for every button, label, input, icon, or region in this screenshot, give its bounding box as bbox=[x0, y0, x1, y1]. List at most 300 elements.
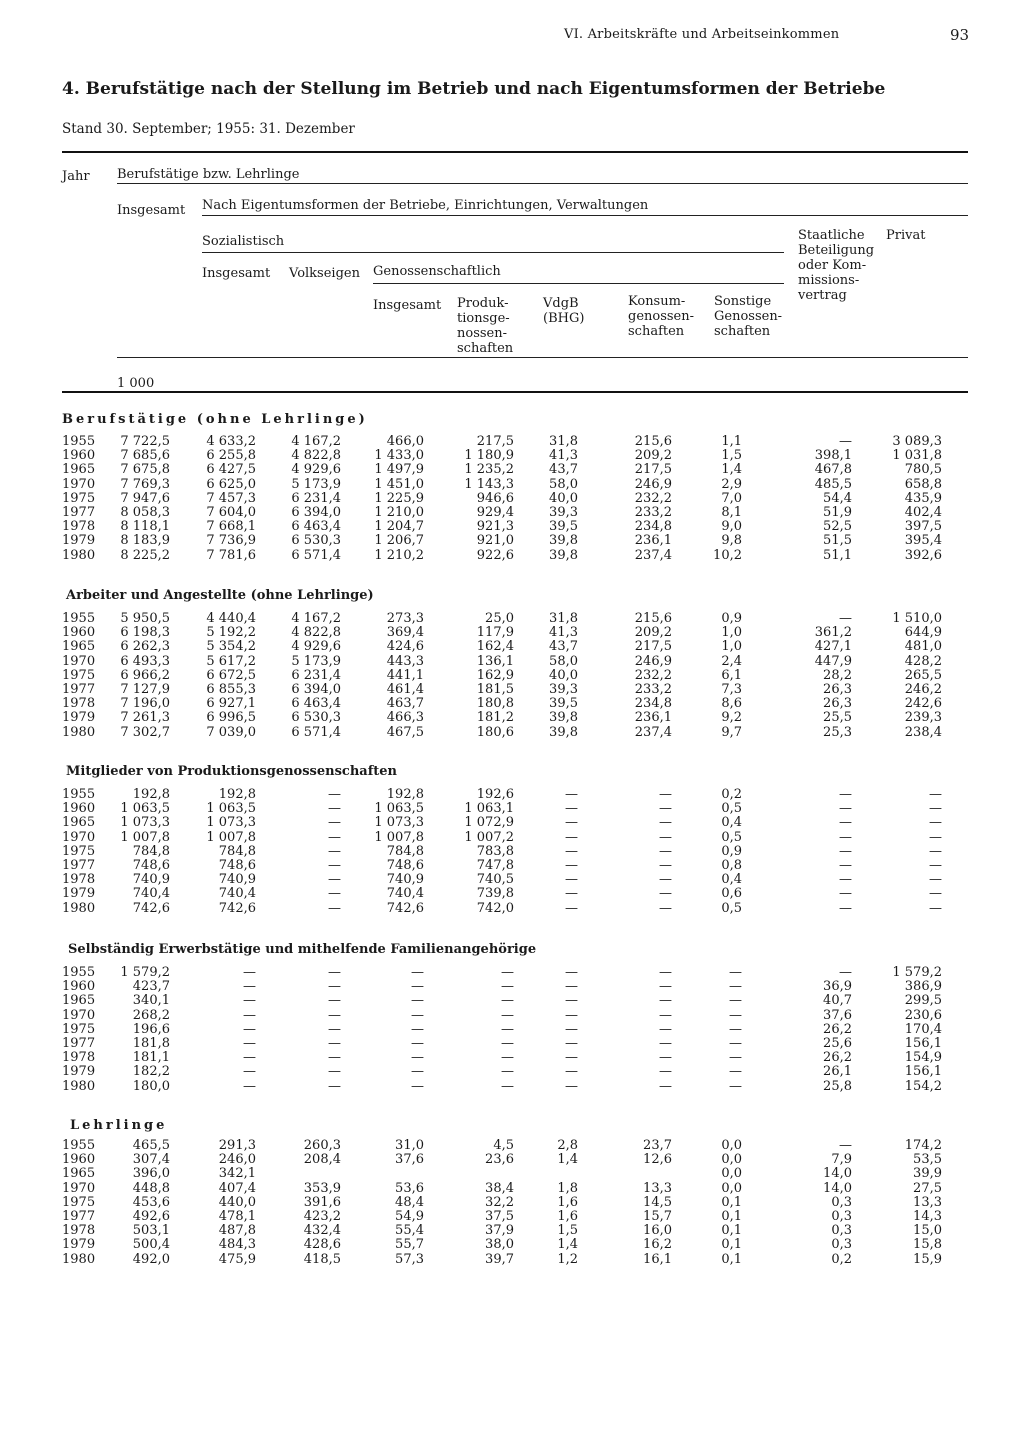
cell-volkseigen: 6 463,4 bbox=[291, 519, 341, 535]
cell-privat: 780,5 bbox=[904, 462, 942, 478]
table-row bbox=[0, 1065, 1024, 1079]
cell-sonstige-genossenschaften: 0,9 bbox=[721, 843, 742, 859]
cell-vdgb: — bbox=[565, 1007, 578, 1023]
cell-year: 1965 bbox=[62, 639, 96, 655]
table-row bbox=[0, 697, 1024, 711]
cell-sonstige-genossenschaften: 8,6 bbox=[721, 696, 742, 712]
cell-insgesamt: 7 675,8 bbox=[120, 462, 170, 478]
cell-insgesamt: 8 058,3 bbox=[120, 505, 170, 520]
cell-sonstige-genossenschaften: 0,1 bbox=[721, 1223, 742, 1239]
cell-konsumgenossenschaften: — bbox=[659, 1050, 672, 1066]
cell-staatliche-beteiligung: 0,3 bbox=[831, 1223, 852, 1239]
cell-sozialistisch-insgesamt: 5 192,2 bbox=[206, 625, 256, 641]
cell-konsumgenossenschaften: 237,4 bbox=[634, 724, 672, 740]
table-row bbox=[0, 1023, 1024, 1037]
cell-sozialistisch-insgesamt: — bbox=[243, 1064, 256, 1080]
section-title-lehrlinge: Lehrlinge bbox=[70, 1118, 168, 1133]
cell-staatliche-beteiligung: 467,8 bbox=[814, 462, 852, 478]
cell-staatliche-beteiligung: — bbox=[839, 858, 852, 873]
cell-insgesamt: 1 579,2 bbox=[120, 965, 170, 980]
section-title-arbeiter: Arbeiter und Angestellte (ohne Lehrlinge) bbox=[66, 588, 374, 603]
cell-genossenschaftlich-insgesamt: 748,6 bbox=[386, 858, 424, 873]
cell-produktionsgenossenschaften: 1 072,9 bbox=[464, 815, 514, 831]
cell-genossenschaftlich-insgesamt: 53,6 bbox=[395, 1180, 424, 1196]
cell-genossenschaftlich-insgesamt: 1 073,3 bbox=[374, 815, 424, 831]
cell-sonstige-genossenschaften: 10,2 bbox=[713, 547, 742, 563]
cell-sonstige-genossenschaften: 0,5 bbox=[721, 829, 742, 845]
cell-insgesamt: 7 685,6 bbox=[120, 448, 170, 464]
cell-genossenschaftlich-insgesamt: — bbox=[411, 1050, 424, 1066]
cell-produktionsgenossenschaften: 921,0 bbox=[476, 533, 514, 549]
cell-staatliche-beteiligung: 361,2 bbox=[814, 625, 852, 641]
cell-sonstige-genossenschaften: — bbox=[729, 993, 742, 1009]
header-line: Genossen- bbox=[714, 309, 783, 324]
cell-insgesamt: 8 225,2 bbox=[120, 547, 170, 563]
cell-sozialistisch-insgesamt: 440,0 bbox=[218, 1194, 256, 1210]
header-staatliche-beteiligung bbox=[798, 228, 874, 303]
cell-vdgb: 31,8 bbox=[549, 434, 578, 449]
header-sonstige-genossenschaften bbox=[714, 294, 782, 339]
cell-staatliche-beteiligung: 0,3 bbox=[831, 1209, 852, 1224]
cell-insgesamt: 7 196,0 bbox=[120, 696, 170, 712]
cell-vdgb: 39,5 bbox=[549, 519, 578, 535]
cell-konsumgenossenschaften: 23,7 bbox=[643, 1138, 672, 1153]
cell-genossenschaftlich-insgesamt: 463,7 bbox=[386, 696, 424, 712]
cell-sozialistisch-insgesamt: 478,1 bbox=[218, 1209, 256, 1224]
cell-vdgb: — bbox=[565, 858, 578, 873]
cell-staatliche-beteiligung: 0,3 bbox=[831, 1237, 852, 1253]
cell-vdgb: 1,8 bbox=[557, 1180, 578, 1196]
header-nach-eigentumsformen: Nach Eigentumsformen der Betriebe, Einrichtungen, Verwaltungen bbox=[202, 198, 649, 213]
cell-sonstige-genossenschaften: 9,8 bbox=[721, 533, 742, 549]
cell-privat: — bbox=[929, 829, 942, 845]
cell-volkseigen: — bbox=[328, 1064, 341, 1080]
cell-sozialistisch-insgesamt: — bbox=[243, 1036, 256, 1051]
table-row bbox=[0, 449, 1024, 463]
cell-konsumgenossenschaften: — bbox=[659, 787, 672, 802]
cell-sonstige-genossenschaften: 0,1 bbox=[721, 1237, 742, 1253]
cell-privat: 170,4 bbox=[904, 1021, 942, 1037]
cell-vdgb: — bbox=[565, 900, 578, 916]
cell-year: 1960 bbox=[62, 625, 96, 641]
header-line: VdgB bbox=[543, 296, 579, 311]
table-row bbox=[0, 612, 1024, 626]
cell-year: 1965 bbox=[62, 462, 96, 478]
header-insgesamt: Insgesamt bbox=[117, 203, 186, 218]
cell-year: 1970 bbox=[62, 653, 96, 669]
table-row bbox=[0, 816, 1024, 830]
cell-privat: 230,6 bbox=[904, 1007, 942, 1023]
cell-privat: — bbox=[929, 843, 942, 859]
header-genossenschaftlich: Genossenschaftlich bbox=[373, 264, 501, 279]
cell-konsumgenossenschaften: 215,6 bbox=[634, 611, 672, 626]
cell-sonstige-genossenschaften: 0,6 bbox=[721, 886, 742, 902]
cell-insgesamt: 1 073,3 bbox=[120, 815, 170, 831]
cell-vdgb: 41,3 bbox=[549, 448, 578, 464]
cell-staatliche-beteiligung: 398,1 bbox=[814, 448, 852, 464]
cell-produktionsgenossenschaften: 23,6 bbox=[485, 1152, 514, 1168]
cell-year: 1977 bbox=[62, 1036, 96, 1051]
cell-sonstige-genossenschaften: 0,9 bbox=[721, 611, 742, 626]
header-line: schaften bbox=[714, 324, 771, 339]
cell-genossenschaftlich-insgesamt: 467,5 bbox=[386, 724, 424, 740]
cell-produktionsgenossenschaften: 181,5 bbox=[476, 682, 514, 697]
header-line: (BHG) bbox=[543, 311, 585, 326]
cell-vdgb: — bbox=[565, 829, 578, 845]
cell-sonstige-genossenschaften: 0,1 bbox=[721, 1251, 742, 1267]
table-row bbox=[0, 549, 1024, 563]
cell-sozialistisch-insgesamt: 291,3 bbox=[218, 1138, 256, 1153]
cell-insgesamt: 6 493,3 bbox=[120, 653, 170, 669]
cell-vdgb: — bbox=[565, 872, 578, 888]
cell-sonstige-genossenschaften: 9,0 bbox=[721, 519, 742, 535]
header-line: genossen- bbox=[628, 309, 695, 324]
cell-produktionsgenossenschaften: 929,4 bbox=[476, 505, 514, 520]
cell-sozialistisch-insgesamt: 407,4 bbox=[218, 1180, 256, 1196]
cell-sonstige-genossenschaften: 7,0 bbox=[721, 490, 742, 506]
cell-volkseigen: 432,4 bbox=[303, 1223, 341, 1239]
cell-year: 1977 bbox=[62, 682, 96, 697]
cell-staatliche-beteiligung: — bbox=[839, 872, 852, 888]
cell-konsumgenossenschaften: — bbox=[659, 993, 672, 1009]
table-title: 4. Berufstätige nach der Stellung im Betrieb und nach Eigentumsformen der Betriebe bbox=[62, 79, 886, 99]
cell-konsumgenossenschaften: 14,5 bbox=[643, 1194, 672, 1210]
cell-staatliche-beteiligung: — bbox=[839, 434, 852, 449]
cell-volkseigen: 4 167,2 bbox=[291, 611, 341, 626]
cell-staatliche-beteiligung: 427,1 bbox=[814, 639, 852, 655]
cell-sozialistisch-insgesamt: 7 781,6 bbox=[206, 547, 256, 563]
cell-privat: 239,3 bbox=[904, 710, 942, 726]
cell-sonstige-genossenschaften: 0,4 bbox=[721, 872, 742, 888]
cell-year: 1955 bbox=[62, 787, 96, 802]
cell-insgesamt: 307,4 bbox=[132, 1152, 170, 1168]
cell-sozialistisch-insgesamt: 7 039,0 bbox=[206, 724, 256, 740]
cell-konsumgenossenschaften: 234,8 bbox=[634, 696, 672, 712]
table-row bbox=[0, 873, 1024, 887]
cell-genossenschaftlich-insgesamt: 369,4 bbox=[386, 625, 424, 641]
cell-sozialistisch-insgesamt: 1 073,3 bbox=[206, 815, 256, 831]
cell-insgesamt: 268,2 bbox=[132, 1007, 170, 1023]
cell-produktionsgenossenschaften: — bbox=[501, 979, 514, 995]
cell-privat: 15,0 bbox=[913, 1223, 942, 1239]
cell-volkseigen: — bbox=[328, 829, 341, 845]
cell-sozialistisch-insgesamt: 740,9 bbox=[218, 872, 256, 888]
cell-year: 1978 bbox=[62, 696, 96, 712]
cell-produktionsgenossenschaften: — bbox=[501, 1007, 514, 1023]
cell-insgesamt: 8 118,1 bbox=[120, 519, 170, 535]
header-berufstaetige: Berufstätige bzw. Lehrlinge bbox=[117, 167, 300, 182]
cell-privat: 386,9 bbox=[904, 979, 942, 995]
table-row bbox=[0, 966, 1024, 980]
cell-insgesamt: 7 947,6 bbox=[120, 490, 170, 506]
cell-volkseigen: 6 394,0 bbox=[291, 682, 341, 697]
cell-privat: 154,9 bbox=[904, 1050, 942, 1066]
cell-volkseigen: 423,2 bbox=[303, 1209, 341, 1224]
table-row bbox=[0, 492, 1024, 506]
cell-sozialistisch-insgesamt: 7 736,9 bbox=[206, 533, 256, 549]
cell-konsumgenossenschaften: — bbox=[659, 858, 672, 873]
cell-konsumgenossenschaften: 15,7 bbox=[643, 1209, 672, 1224]
cell-insgesamt: 7 769,3 bbox=[120, 476, 170, 492]
cell-staatliche-beteiligung: 14,0 bbox=[823, 1166, 852, 1182]
cell-volkseigen: — bbox=[328, 787, 341, 802]
cell-insgesamt: 8 183,9 bbox=[120, 533, 170, 549]
cell-sonstige-genossenschaften: 1,5 bbox=[721, 448, 742, 464]
cell-sozialistisch-insgesamt: — bbox=[243, 1050, 256, 1066]
cell-staatliche-beteiligung: 26,3 bbox=[823, 696, 852, 712]
cell-sonstige-genossenschaften: — bbox=[729, 1036, 742, 1051]
cell-sozialistisch-insgesamt: — bbox=[243, 1007, 256, 1023]
cell-vdgb: 58,0 bbox=[549, 653, 578, 669]
cell-konsumgenossenschaften: 13,3 bbox=[643, 1180, 672, 1196]
cell-year: 1960 bbox=[62, 801, 96, 817]
cell-sonstige-genossenschaften: 9,2 bbox=[721, 710, 742, 726]
cell-insgesamt: 1 063,5 bbox=[120, 801, 170, 817]
cell-sonstige-genossenschaften: 1,0 bbox=[721, 625, 742, 641]
cell-produktionsgenossenschaften: 1 007,2 bbox=[464, 829, 514, 845]
cell-vdgb: 39,8 bbox=[549, 547, 578, 563]
cell-volkseigen: 6 530,3 bbox=[291, 533, 341, 549]
cell-sozialistisch-insgesamt: 1 007,8 bbox=[206, 829, 256, 845]
cell-volkseigen: 208,4 bbox=[303, 1152, 341, 1168]
cell-konsumgenossenschaften: — bbox=[659, 815, 672, 831]
cell-sonstige-genossenschaften: 1,4 bbox=[721, 462, 742, 478]
cell-year: 1978 bbox=[62, 1223, 96, 1239]
header-unit: 1 000 bbox=[117, 376, 155, 391]
header-line: schaften bbox=[457, 341, 514, 356]
cell-year: 1979 bbox=[62, 533, 96, 549]
cell-vdgb: 39,3 bbox=[549, 505, 578, 520]
cell-insgesamt: 740,9 bbox=[132, 872, 170, 888]
cell-produktionsgenossenschaften: 37,5 bbox=[485, 1209, 514, 1224]
table-row bbox=[0, 1080, 1024, 1094]
cell-year: 1965 bbox=[62, 1166, 96, 1182]
cell-insgesamt: 6 966,2 bbox=[120, 667, 170, 683]
cell-staatliche-beteiligung: 36,9 bbox=[823, 979, 852, 995]
cell-privat: 1 510,0 bbox=[892, 611, 942, 626]
cell-volkseigen: — bbox=[328, 965, 341, 980]
section-title-selbstaendig: Selbständig Erwerbstätige und mithelfende Familienangehörige bbox=[68, 942, 537, 957]
cell-volkseigen: — bbox=[328, 1036, 341, 1051]
cell-volkseigen: — bbox=[328, 993, 341, 1009]
header-produktionsgenossenschaften bbox=[457, 296, 513, 356]
cell-sozialistisch-insgesamt: 742,6 bbox=[218, 900, 256, 916]
cell-sonstige-genossenschaften: 8,1 bbox=[721, 505, 742, 520]
table-row bbox=[0, 640, 1024, 654]
table-row bbox=[0, 435, 1024, 449]
cell-genossenschaftlich-insgesamt: 740,4 bbox=[386, 886, 424, 902]
cell-privat: — bbox=[929, 801, 942, 817]
cell-insgesamt: 453,6 bbox=[132, 1194, 170, 1210]
cell-insgesamt: 465,5 bbox=[132, 1138, 170, 1153]
cell-konsumgenossenschaften: 234,8 bbox=[634, 519, 672, 535]
cell-privat: — bbox=[929, 872, 942, 888]
cell-privat: 27,5 bbox=[913, 1180, 942, 1196]
cell-sonstige-genossenschaften: 7,3 bbox=[721, 682, 742, 697]
cell-produktionsgenossenschaften: 180,8 bbox=[476, 696, 514, 712]
cell-genossenschaftlich-insgesamt: 443,3 bbox=[386, 653, 424, 669]
table-row bbox=[0, 506, 1024, 520]
cell-year: 1970 bbox=[62, 1007, 96, 1023]
cell-konsumgenossenschaften: 12,6 bbox=[643, 1152, 672, 1168]
cell-volkseigen: 391,6 bbox=[303, 1194, 341, 1210]
cell-staatliche-beteiligung: — bbox=[839, 886, 852, 902]
header-jahr: Jahr bbox=[62, 169, 90, 184]
cell-konsumgenossenschaften: 209,2 bbox=[634, 448, 672, 464]
cell-volkseigen: 6 394,0 bbox=[291, 505, 341, 520]
cell-insgesamt: 7 127,9 bbox=[120, 682, 170, 697]
cell-staatliche-beteiligung: 51,5 bbox=[823, 533, 852, 549]
table-row bbox=[0, 831, 1024, 845]
cell-produktionsgenossenschaften: 740,5 bbox=[476, 872, 514, 888]
cell-insgesamt: 7 302,7 bbox=[120, 724, 170, 740]
cell-produktionsgenossenschaften: — bbox=[501, 1021, 514, 1037]
cell-vdgb: — bbox=[565, 979, 578, 995]
cell-year: 1978 bbox=[62, 872, 96, 888]
cell-genossenschaftlich-insgesamt: 37,6 bbox=[395, 1152, 424, 1168]
cell-sonstige-genossenschaften: 0,5 bbox=[721, 801, 742, 817]
cell-sozialistisch-insgesamt: — bbox=[243, 965, 256, 980]
cell-volkseigen: 6 530,3 bbox=[291, 710, 341, 726]
cell-insgesamt: 503,1 bbox=[132, 1223, 170, 1239]
cell-vdgb: 43,7 bbox=[549, 639, 578, 655]
cell-sozialistisch-insgesamt: 6 625,0 bbox=[206, 476, 256, 492]
cell-vdgb: — bbox=[565, 993, 578, 1009]
cell-volkseigen: — bbox=[328, 886, 341, 902]
cell-volkseigen: — bbox=[328, 979, 341, 995]
cell-sozialistisch-insgesamt: — bbox=[243, 979, 256, 995]
cell-produktionsgenossenschaften: 136,1 bbox=[476, 653, 514, 669]
cell-sozialistisch-insgesamt: 484,3 bbox=[218, 1237, 256, 1253]
header-rule-2 bbox=[202, 215, 968, 216]
cell-genossenschaftlich-insgesamt: 55,4 bbox=[395, 1223, 424, 1239]
cell-staatliche-beteiligung: — bbox=[839, 900, 852, 916]
cell-staatliche-beteiligung: 7,9 bbox=[831, 1152, 852, 1168]
cell-genossenschaftlich-insgesamt: — bbox=[411, 1021, 424, 1037]
cell-staatliche-beteiligung: 40,7 bbox=[823, 993, 852, 1009]
cell-vdgb: 40,0 bbox=[549, 667, 578, 683]
cell-privat: 246,2 bbox=[904, 682, 942, 697]
cell-volkseigen: — bbox=[328, 843, 341, 859]
cell-year: 1977 bbox=[62, 1209, 96, 1224]
cell-sozialistisch-insgesamt: 475,9 bbox=[218, 1251, 256, 1267]
cell-produktionsgenossenschaften: 38,4 bbox=[485, 1180, 514, 1196]
cell-staatliche-beteiligung: — bbox=[839, 801, 852, 817]
cell-staatliche-beteiligung: — bbox=[839, 815, 852, 831]
cell-produktionsgenossenschaften: 39,7 bbox=[485, 1251, 514, 1267]
cell-sonstige-genossenschaften: 1,0 bbox=[721, 639, 742, 655]
cell-konsumgenossenschaften: — bbox=[659, 843, 672, 859]
cell-vdgb: 39,5 bbox=[549, 696, 578, 712]
cell-year: 1979 bbox=[62, 886, 96, 902]
cell-year: 1960 bbox=[62, 448, 96, 464]
cell-konsumgenossenschaften: 232,2 bbox=[634, 490, 672, 506]
cell-konsumgenossenschaften: — bbox=[659, 1036, 672, 1051]
cell-privat: 658,8 bbox=[904, 476, 942, 492]
cell-privat: 15,8 bbox=[913, 1237, 942, 1253]
cell-staatliche-beteiligung: 28,2 bbox=[823, 667, 852, 683]
cell-year: 1975 bbox=[62, 1194, 96, 1210]
cell-insgesamt: 6 198,3 bbox=[120, 625, 170, 641]
cell-year: 1975 bbox=[62, 1021, 96, 1037]
cell-vdgb: 39,8 bbox=[549, 710, 578, 726]
cell-staatliche-beteiligung: — bbox=[839, 829, 852, 845]
section-title-berufstaetige: Berufstätige (ohne Lehrlinge) bbox=[62, 412, 368, 427]
cell-volkseigen: 418,5 bbox=[303, 1251, 341, 1267]
header-rule-1 bbox=[117, 183, 968, 184]
cell-privat: 265,5 bbox=[904, 667, 942, 683]
cell-insgesamt: 740,4 bbox=[132, 886, 170, 902]
cell-year: 1960 bbox=[62, 1152, 96, 1168]
table-row bbox=[0, 1051, 1024, 1065]
cell-sozialistisch-insgesamt: 6 855,3 bbox=[206, 682, 256, 697]
cell-genossenschaftlich-insgesamt: 466,3 bbox=[386, 710, 424, 726]
cell-sonstige-genossenschaften: 0,2 bbox=[721, 787, 742, 802]
cell-genossenschaftlich-insgesamt: — bbox=[411, 965, 424, 980]
cell-konsumgenossenschaften: — bbox=[659, 886, 672, 902]
cell-genossenschaftlich-insgesamt: 1 063,5 bbox=[374, 801, 424, 817]
cell-privat: 156,1 bbox=[904, 1064, 942, 1080]
cell-genossenschaftlich-insgesamt: 48,4 bbox=[395, 1194, 424, 1210]
cell-volkseigen: 6 231,4 bbox=[291, 667, 341, 683]
cell-sozialistisch-insgesamt: 192,8 bbox=[218, 787, 256, 802]
cell-genossenschaftlich-insgesamt: 1 210,2 bbox=[374, 547, 424, 563]
cell-vdgb: — bbox=[565, 787, 578, 802]
cell-volkseigen: 260,3 bbox=[303, 1138, 341, 1153]
cell-vdgb: 39,3 bbox=[549, 682, 578, 697]
cell-staatliche-beteiligung: 0,2 bbox=[831, 1251, 852, 1267]
table-row bbox=[0, 1210, 1024, 1224]
table-row bbox=[0, 726, 1024, 740]
cell-insgesamt: 196,6 bbox=[132, 1021, 170, 1037]
header-line: Produk- bbox=[457, 296, 509, 311]
cell-staatliche-beteiligung: 25,3 bbox=[823, 724, 852, 740]
cell-produktionsgenossenschaften: — bbox=[501, 993, 514, 1009]
cell-sozialistisch-insgesamt: 740,4 bbox=[218, 886, 256, 902]
table-row bbox=[0, 902, 1024, 916]
cell-volkseigen: — bbox=[328, 1078, 341, 1094]
cell-sonstige-genossenschaften: — bbox=[729, 1078, 742, 1094]
cell-privat: 14,3 bbox=[913, 1209, 942, 1224]
cell-konsumgenossenschaften: — bbox=[659, 1078, 672, 1094]
cell-genossenschaftlich-insgesamt: 441,1 bbox=[386, 667, 424, 683]
cell-year: 1980 bbox=[62, 900, 96, 916]
cell-year: 1975 bbox=[62, 667, 96, 683]
cell-vdgb: — bbox=[565, 801, 578, 817]
header-volkseigen: Volkseigen bbox=[289, 266, 360, 281]
header-vdgb bbox=[543, 296, 584, 326]
cell-staatliche-beteiligung: — bbox=[839, 1138, 852, 1153]
cell-produktionsgenossenschaften: 1 180,9 bbox=[464, 448, 514, 464]
cell-konsumgenossenschaften: 215,6 bbox=[634, 434, 672, 449]
cell-privat: 299,5 bbox=[904, 993, 942, 1009]
cell-vdgb: 1,6 bbox=[557, 1209, 578, 1224]
cell-konsumgenossenschaften: 16,0 bbox=[643, 1223, 672, 1239]
cell-privat: 397,5 bbox=[904, 519, 942, 535]
cell-volkseigen: — bbox=[328, 872, 341, 888]
cell-produktionsgenossenschaften: 921,3 bbox=[476, 519, 514, 535]
cell-volkseigen: 4 822,8 bbox=[291, 448, 341, 464]
cell-genossenschaftlich-insgesamt: — bbox=[411, 1064, 424, 1080]
cell-konsumgenossenschaften: — bbox=[659, 1021, 672, 1037]
cell-produktionsgenossenschaften: 1 143,3 bbox=[464, 476, 514, 492]
cell-insgesamt: 7 722,5 bbox=[120, 434, 170, 449]
cell-sozialistisch-insgesamt: 6 255,8 bbox=[206, 448, 256, 464]
cell-vdgb: 1,6 bbox=[557, 1194, 578, 1210]
cell-sonstige-genossenschaften: — bbox=[729, 1064, 742, 1080]
cell-year: 1975 bbox=[62, 843, 96, 859]
cell-volkseigen: 6 571,4 bbox=[291, 547, 341, 563]
